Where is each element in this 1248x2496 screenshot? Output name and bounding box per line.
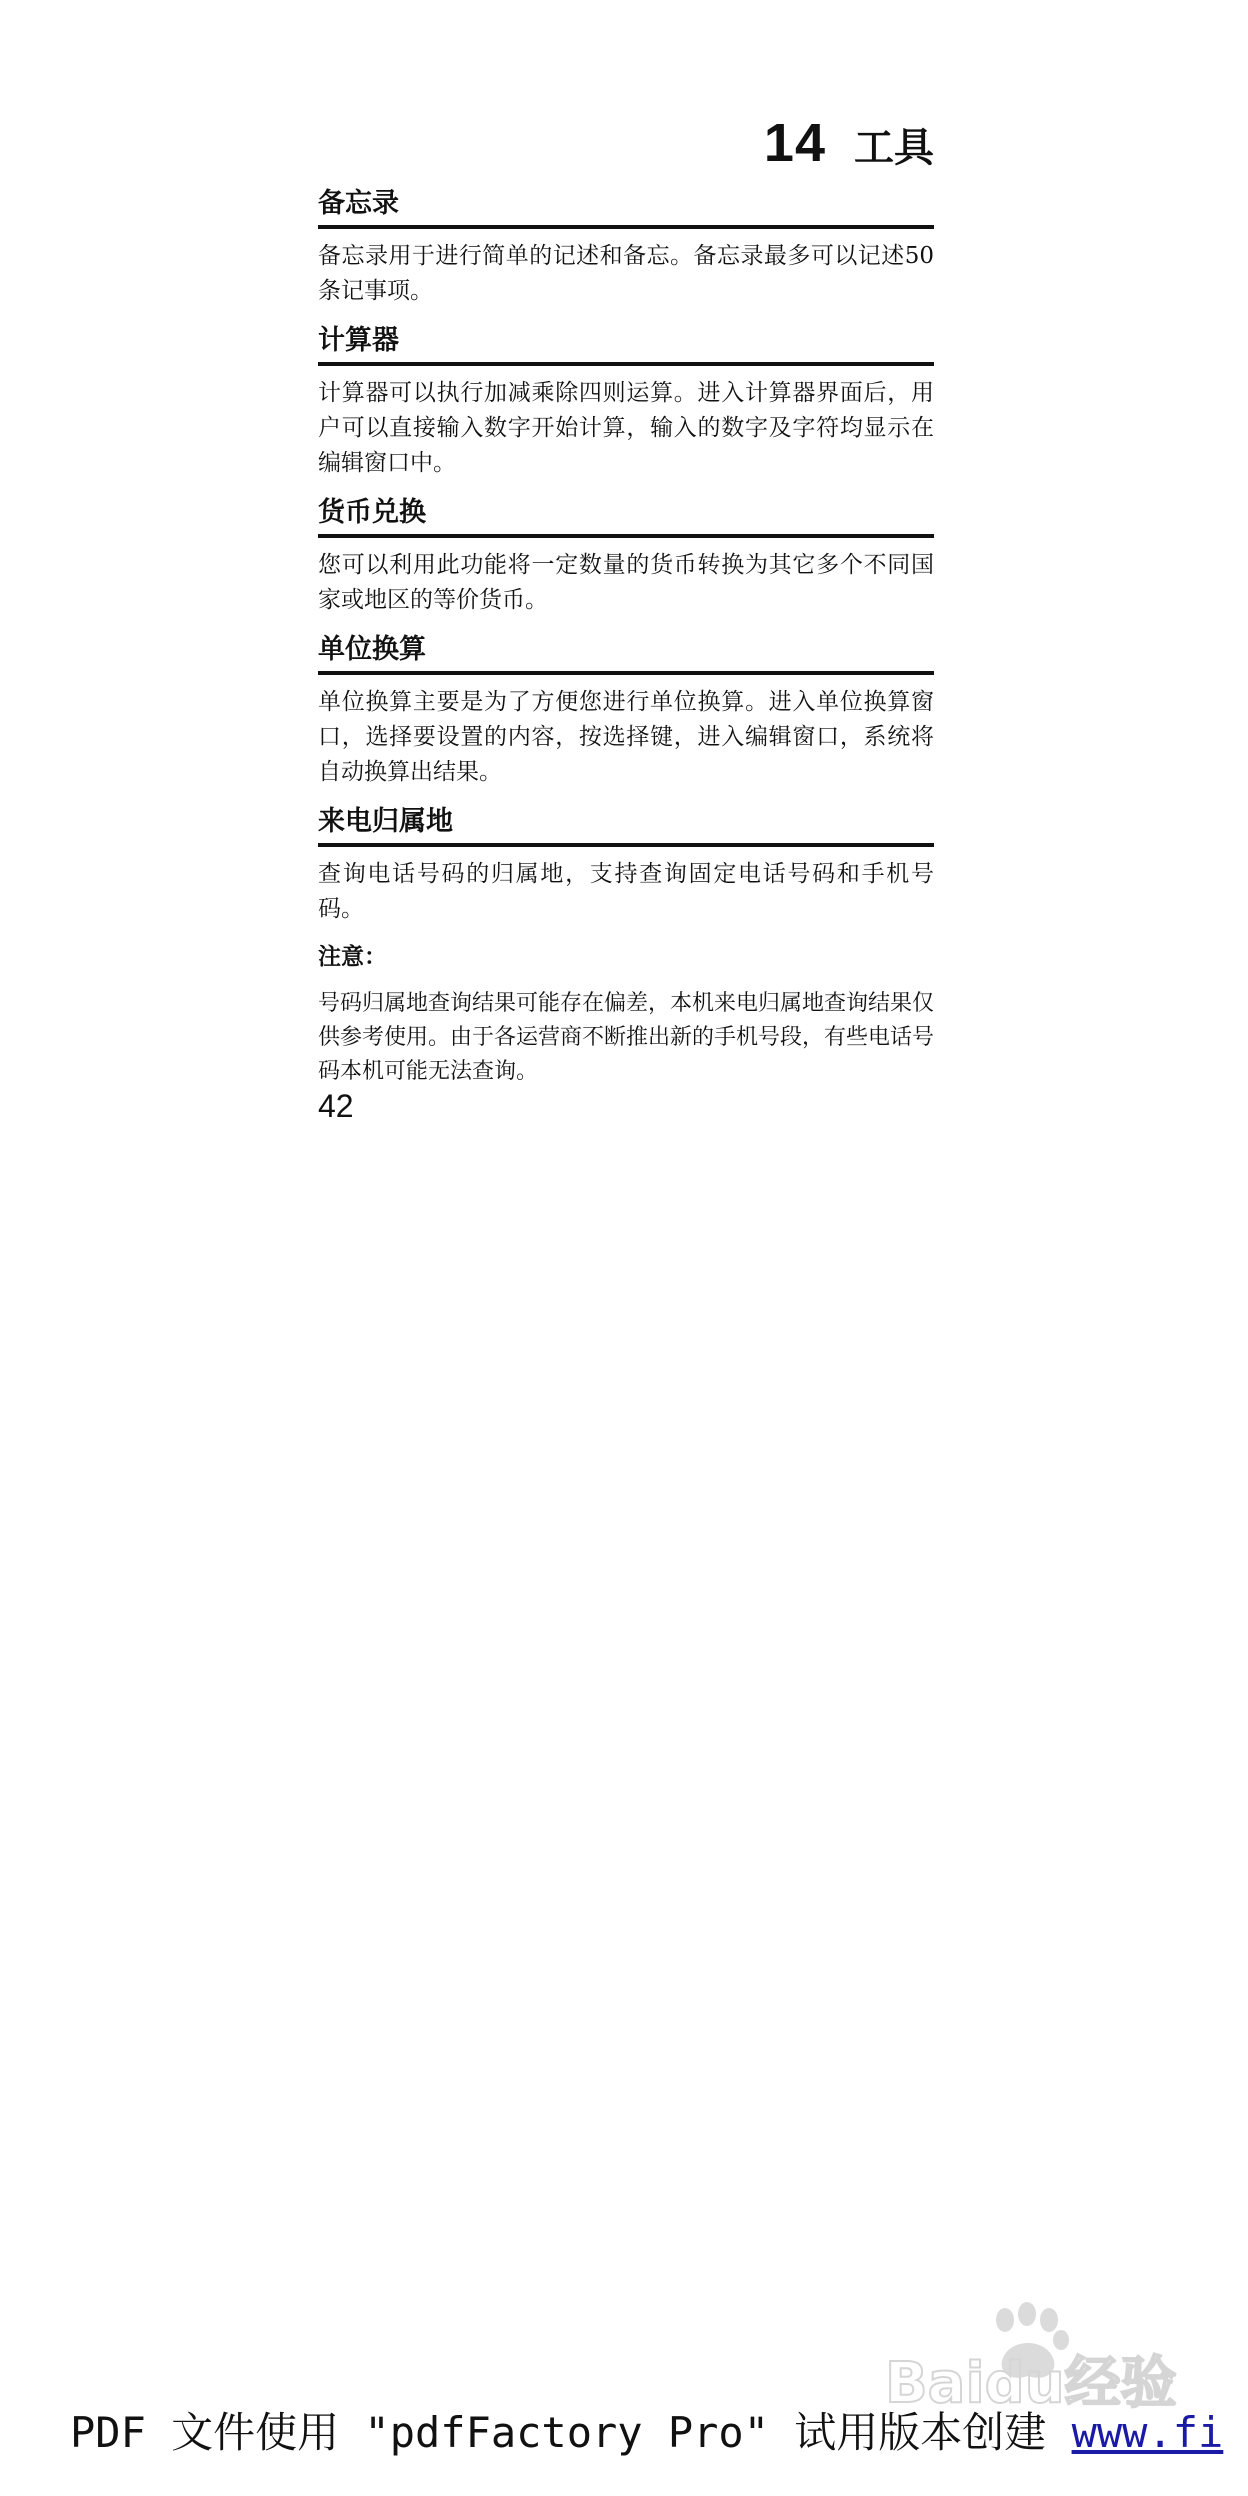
section-title: 单位换算 <box>318 632 934 675</box>
section-title: 计算器 <box>318 323 934 366</box>
section-body: 单位换算主要是为了方便您进行单位换算。进入单位换算窗口，选择要设置的内容，按选择键，进入编辑窗口，系统将自动换算出结果。 <box>318 689 934 785</box>
section-caller-location <box>318 804 934 927</box>
pdf-factory-footer <box>70 2405 1248 2461</box>
section-calculator <box>318 323 934 481</box>
section-body: 计算器可以执行加减乘除四则运算。进入计算器界面后，用户可以直接输入数字开始计算，输入的数字及字符均显示在编辑窗口中。 <box>318 380 934 476</box>
section-title: 来电归属地 <box>318 804 934 847</box>
baidu-jingyan-watermark <box>885 2300 1205 2410</box>
section-title: 备忘录 <box>318 186 934 229</box>
paw-logo-icon <box>885 2300 1205 2410</box>
chapter-title: 工具 <box>854 125 934 171</box>
footer-text: PDF 文件使用 "pdfFactory Pro" 试用版本创建 <box>70 2408 1072 2457</box>
page-header <box>318 112 934 174</box>
note-block <box>318 941 934 1089</box>
section-memo <box>318 186 934 309</box>
chapter-number: 14 <box>763 113 826 173</box>
section-body: 查询电话号码的归属地，支持查询固定电话号码和手机号码。 <box>318 861 934 922</box>
note-body: 号码归属地查询结果可能存在偏差，本机来电归属地查询结果仅供参考使用。由于各运营商不断推出新的手机号段，有些电话号码本机可能无法查询。 <box>318 991 935 1084</box>
section-currency-exchange <box>318 495 934 618</box>
watermark-text: Baidu经验 <box>885 2351 1177 2410</box>
section-body: 备忘录用于进行简单的记述和备忘。备忘录最多可以记述50条记事项。 <box>318 243 934 304</box>
section-unit-conversion <box>318 632 934 790</box>
section-body: 您可以利用此功能将一定数量的货币转换为其它多个不同国家或地区的等价货币。 <box>318 552 934 613</box>
note-title: 注意： <box>318 944 387 970</box>
page-number: 42 <box>318 1088 354 1124</box>
footer-link[interactable]: www.fi <box>1071 2408 1224 2457</box>
section-title: 货币兑换 <box>318 495 934 538</box>
page-content <box>318 186 934 1089</box>
